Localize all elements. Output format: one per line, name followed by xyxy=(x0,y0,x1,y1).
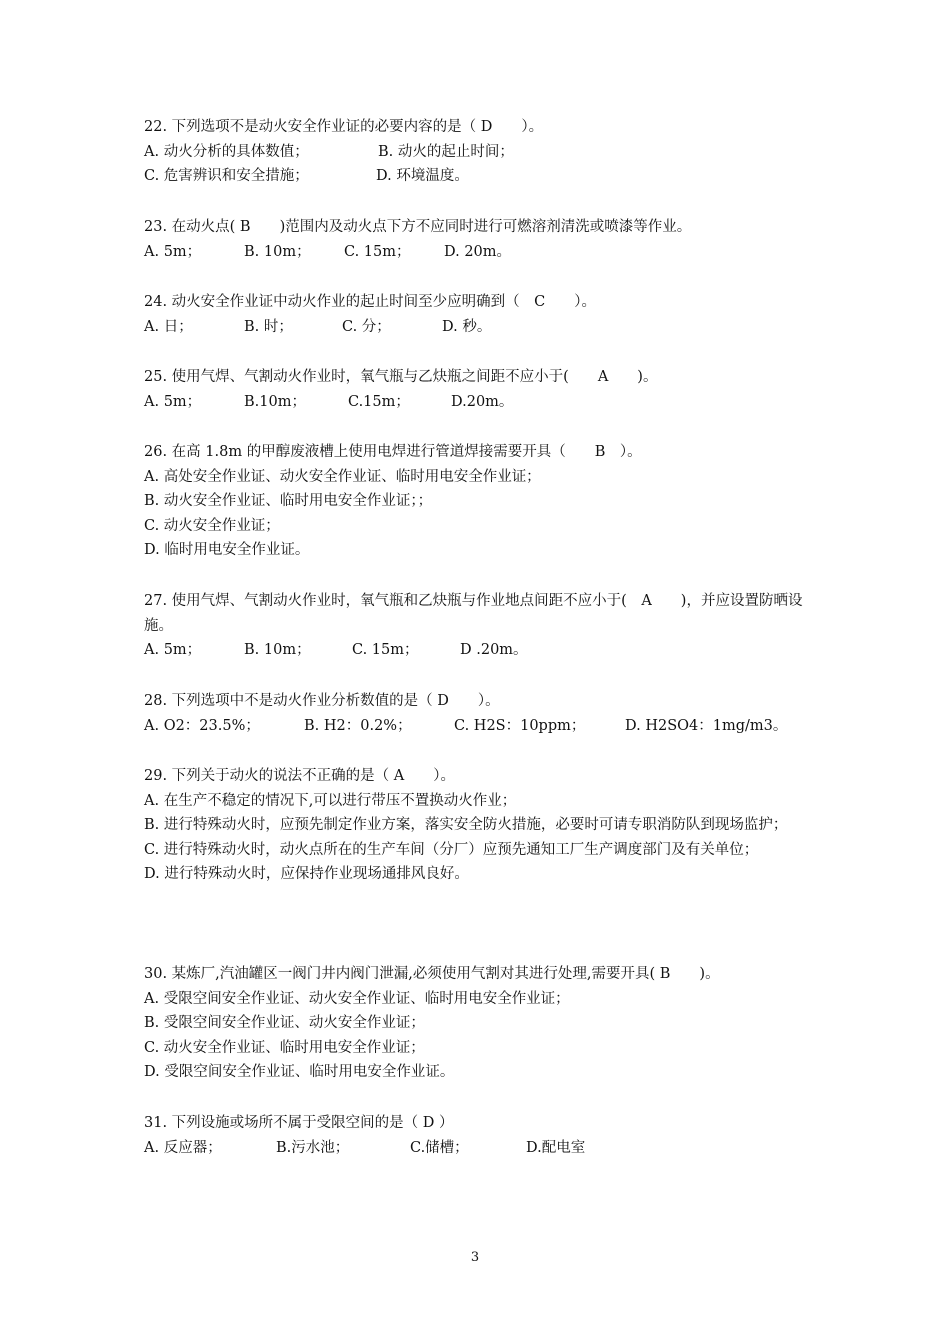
option-b: B. 10m； xyxy=(244,642,311,658)
option-d: D. 临时用电安全作业证。 xyxy=(144,542,310,558)
option-a: A. 5m； xyxy=(144,393,202,410)
option-b: B. 动火的起止时间； xyxy=(378,143,514,160)
option-d: D. 20m。 xyxy=(444,243,512,260)
option-d: D.20m。 xyxy=(451,393,514,410)
option-b: B. 动火安全作业证、临时用电安全作业证；； xyxy=(144,493,433,509)
question-stem: 26. 在高 1.8m 的甲醇废液槽上使用电焊进行管道焊接需要开具（ B ）。 xyxy=(144,444,642,460)
question-29 xyxy=(144,764,824,887)
option-d: D. 秒。 xyxy=(442,318,492,335)
option-a: A. 受限空间安全作业证、动火安全作业证、临时用电安全作业证； xyxy=(144,990,570,1007)
options-row xyxy=(144,240,824,265)
question-stem: 30. 某炼厂,汽油罐区一阀门井内阀门泄漏,必须使用气割对其进行处理,需要开具( B )。 xyxy=(144,966,720,982)
question-stem: 27. 使用气焊、气割动火作业时，氧气瓶和乙炔瓶与作业地点间距不应小于( A )，并应设置防晒设施。 xyxy=(144,593,803,634)
options-row xyxy=(144,315,824,340)
question-stem: 31. 下列设施或场所不属于受限空间的是（ D ） xyxy=(144,1115,454,1131)
option-d: D. 进行特殊动火时，应保持作业现场通排风良好。 xyxy=(144,866,469,882)
option-a: A. 高处安全作业证、动火安全作业证、临时用电安全作业证； xyxy=(144,468,541,485)
option-c: C.储槽； xyxy=(410,1139,469,1156)
option-c: C. 动火安全作业证； xyxy=(144,517,280,534)
question-25 xyxy=(144,365,824,414)
question-28 xyxy=(144,689,824,738)
question-22 xyxy=(144,115,824,189)
option-b: B. 受限空间安全作业证、动火安全作业证； xyxy=(144,1015,425,1031)
options-row xyxy=(144,638,824,663)
option-c: C. 15m； xyxy=(344,243,411,260)
option-d: D. 环境温度。 xyxy=(376,168,469,184)
option-a: A. 动火分析的具体数值； xyxy=(144,143,309,160)
question-stem: 22. 下列选项不是动火安全作业证的必要内容的是（ D ）。 xyxy=(144,119,544,135)
question-30 xyxy=(144,962,824,1085)
options-row xyxy=(144,164,824,189)
option-c: C. 危害辨识和安全措施； xyxy=(144,168,309,184)
option-c: C.15m； xyxy=(348,393,410,410)
option-c: C. 15m； xyxy=(352,642,419,658)
question-26 xyxy=(144,440,824,563)
options-row xyxy=(144,714,824,739)
option-c: C. 分； xyxy=(342,318,391,335)
option-d: D. 受限空间安全作业证、临时用电安全作业证。 xyxy=(144,1064,455,1080)
option-b: B. 进行特殊动火时，应预先制定作业方案，落实安全防火措施，必要时可请专职消防队到现场监护； xyxy=(144,817,788,833)
option-d: D.配电室 xyxy=(526,1139,586,1156)
question-stem: 29. 下列关于动火的说法不正确的是（ A ）。 xyxy=(144,768,455,784)
option-d: D .20m。 xyxy=(460,642,528,658)
question-27 xyxy=(144,589,824,663)
option-a: A. 5m； xyxy=(144,243,202,260)
option-a: A. 在生产不稳定的情况下,可以进行带压不置换动火作业； xyxy=(144,792,517,809)
option-a: A. 反应器； xyxy=(144,1139,222,1156)
option-b: B. 10m； xyxy=(244,243,311,260)
question-31 xyxy=(144,1111,824,1160)
options-row xyxy=(144,390,824,415)
option-b: B.10m； xyxy=(244,393,306,410)
option-b: B. H2：0.2%； xyxy=(304,717,412,734)
page-number: 3 xyxy=(470,1250,480,1265)
option-c: C. 进行特殊动火时，动火点所在的生产车间（分厂）应预先通知工厂生产调度部门及有关单位； xyxy=(144,841,759,858)
question-stem: 24. 动火安全作业证中动火作业的起止时间至少应明确到（ C ）。 xyxy=(144,294,597,310)
option-b: B.污水池； xyxy=(276,1139,350,1156)
question-23 xyxy=(144,215,824,264)
option-b: B. 时； xyxy=(244,318,293,335)
option-a: A. 5m； xyxy=(144,642,202,658)
options-row xyxy=(144,1136,824,1161)
option-c: C. H2S：10ppm； xyxy=(454,717,586,734)
question-stem: 28. 下列选项中不是动火作业分析数值的是（ D ）。 xyxy=(144,693,500,709)
option-a: A. O2：23.5%； xyxy=(144,717,260,734)
question-24 xyxy=(144,290,824,339)
option-d: D. H2SO4：1mg/m3。 xyxy=(625,717,788,734)
option-a: A. 日； xyxy=(144,318,193,335)
option-c: C. 动火安全作业证、临时用电安全作业证； xyxy=(144,1039,425,1056)
options-row xyxy=(144,140,824,165)
question-stem: 25. 使用气焊、气割动火作业时，氧气瓶与乙炔瓶之间距不应小于( A )。 xyxy=(144,369,658,385)
question-stem: 23. 在动火点( B )范围内及动火点下方不应同时进行可燃溶剂清洗或喷漆等作业。 xyxy=(144,219,692,235)
